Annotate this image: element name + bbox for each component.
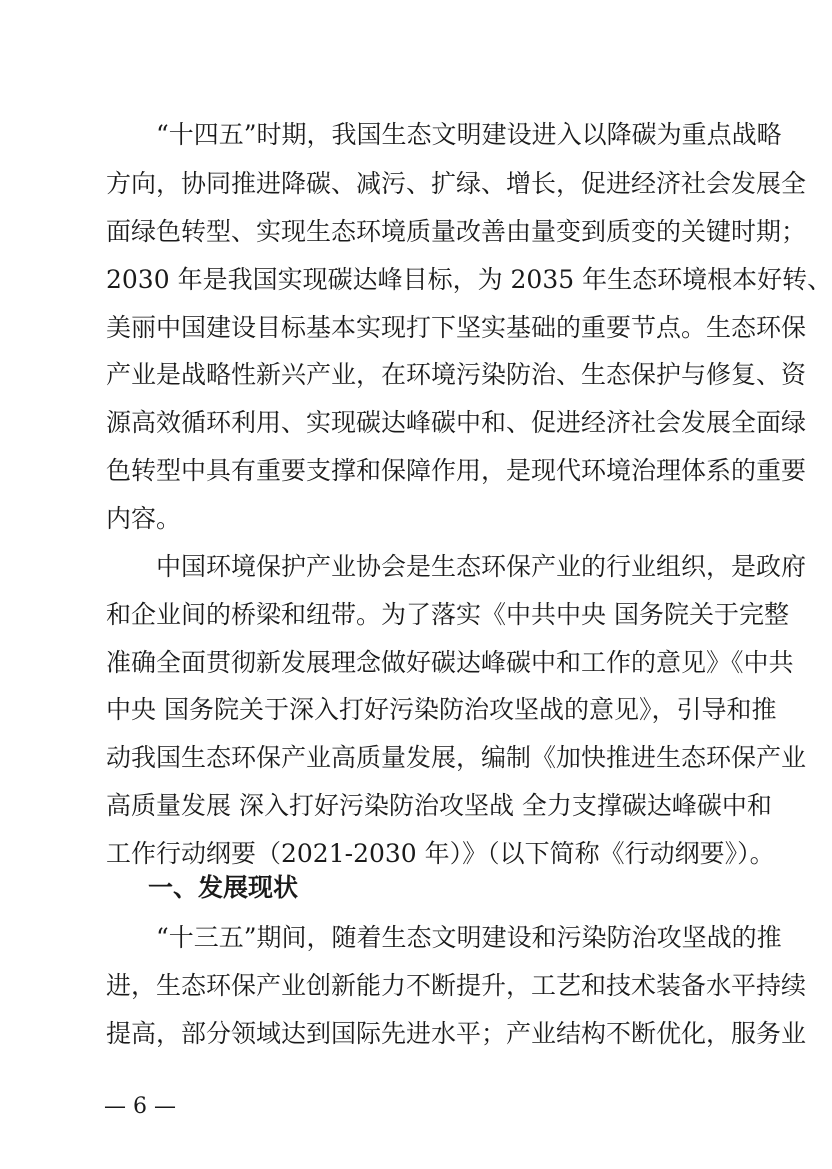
text-line: 和企业间的桥梁和纽带。为了落实《中共中央 国务院关于完整 [106, 600, 789, 629]
text-line: 中央 国务院关于深入打好污染防治攻坚战的意见》，引导和推 [106, 695, 777, 724]
text-line: 准确全面贯彻新发展理念做好碳达峰碳中和工作的意见》《中共 [106, 648, 794, 677]
text-line: 进，生态环保产业创新能力不断提升，工艺和技术装备水平持续 [106, 971, 807, 1000]
text-line: 提高，部分领域达到国际先进水平；产业结构不断优化，服务业 [106, 1019, 807, 1048]
text-line: 面绿色转型、实现生态环境质量改善由量变到质变的关键时期； [106, 217, 807, 246]
section-heading: 一、发展现状 [148, 873, 299, 902]
text-line: 产业是战略性新兴产业，在环境污染防治、生态保护与修复、资 [106, 360, 807, 389]
text-line: “十四五”时期，我国生态文明建设进入以降碳为重点战略 [156, 120, 782, 149]
text-line: 内容。 [106, 504, 182, 533]
text-line: 中国环境保护产业协会是生态环保产业的行业组织，是政府 [156, 552, 807, 581]
text-line: 美丽中国建设目标基本实现打下坚实基础的重要节点。生态环保 [106, 313, 807, 342]
text-line: 方向，协同推进降碳、减污、扩绿、增长，促进经济社会发展全 [106, 169, 807, 198]
page-number: — 6 — [104, 1094, 176, 1119]
text-line: “十三五”期间，随着生态文明建设和污染防治攻坚战的推 [156, 923, 782, 952]
text-line: 色转型中具有重要支撑和保障作用，是现代环境治理体系的重要 [106, 456, 807, 485]
text-line: 2030 年是我国实现碳达峰目标，为 2035 年生态环境根本好转、 [106, 265, 832, 294]
text-line: 工作行动纲要（2021-2030 年）》（以下简称《行动纲要》）。 [106, 839, 775, 868]
text-line: 动我国生态环保产业高质量发展，编制《加快推进生态环保产业 [106, 743, 807, 772]
text-line: 高质量发展 深入打好污染防治攻坚战 全力支撑碳达峰碳中和 [106, 791, 772, 820]
text-line: 源高效循环利用、实现碳达峰碳中和、促进经济社会发展全面绿 [106, 408, 807, 437]
